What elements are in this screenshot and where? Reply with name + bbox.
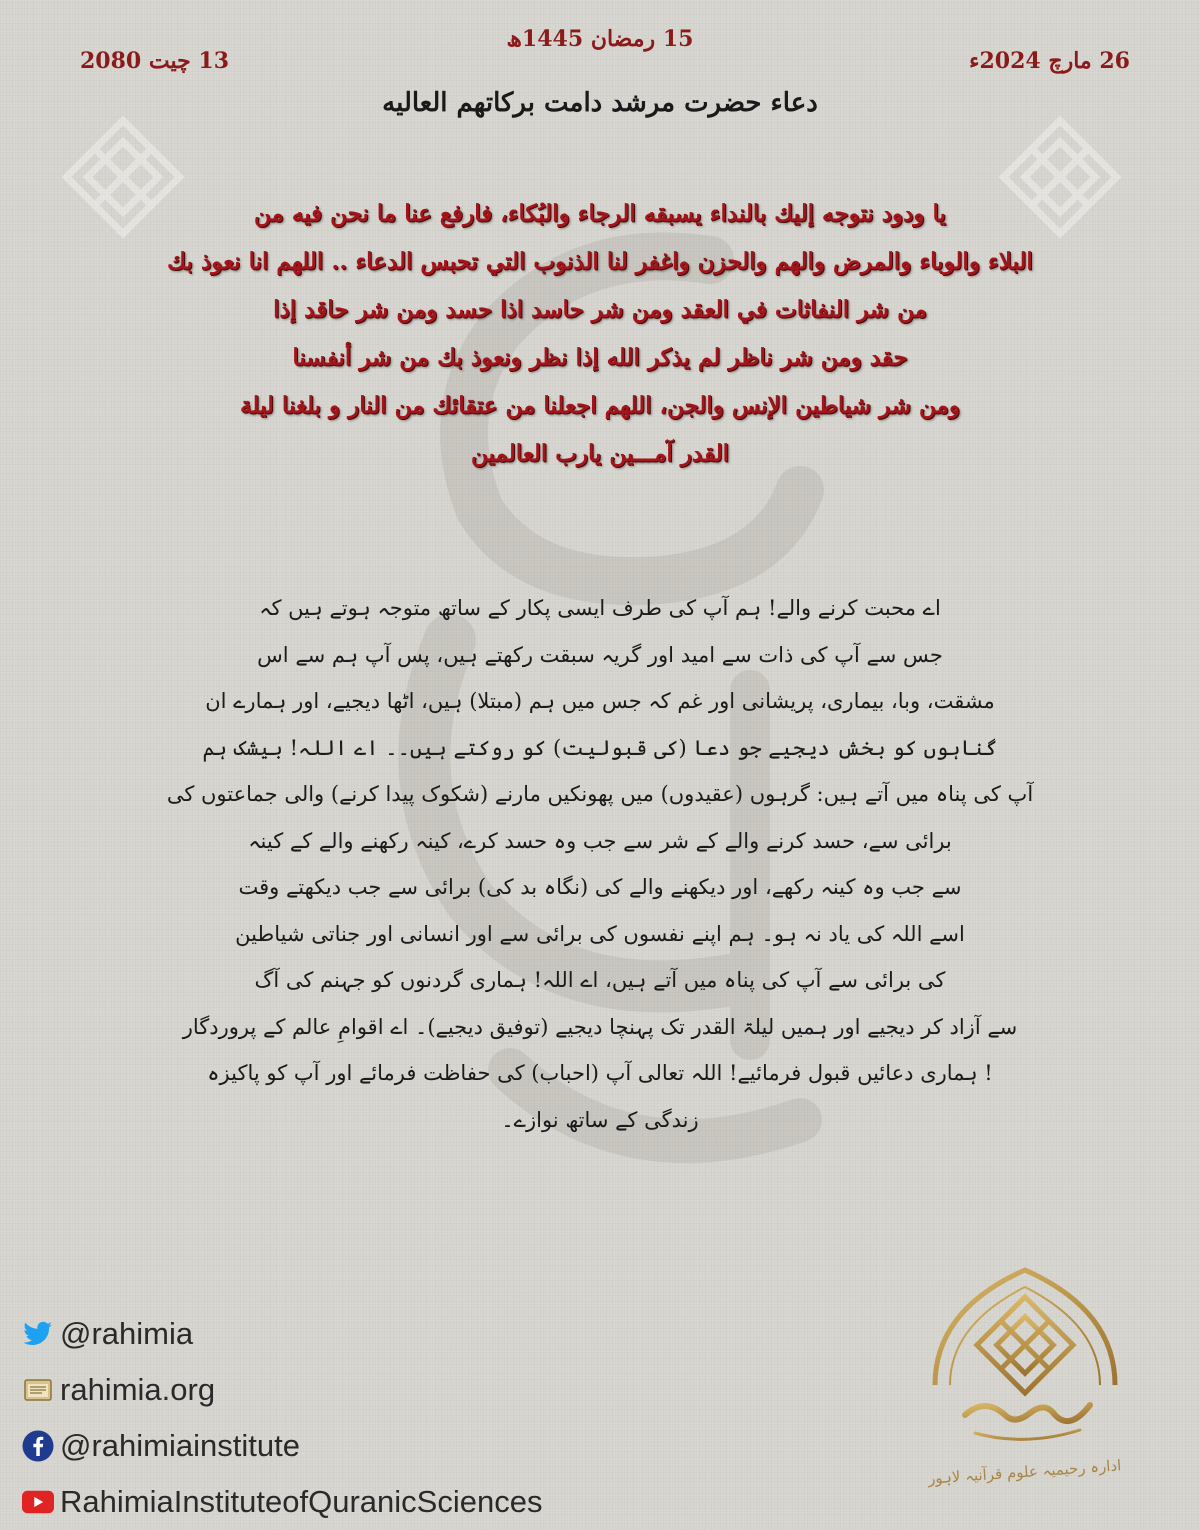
- youtube-channel: RahimiaInstituteofQuranicSciences: [60, 1484, 543, 1519]
- twitter-link[interactable]: [22, 1306, 542, 1362]
- urdu-line: اے محبت کرنے والے! ہم آپ کی طرف ایسی پکار کے ساتھ متوجہ ہوتے ہیں کہ: [259, 596, 941, 620]
- arabic-line: البلاء والوباء والمرض والهم والحزن واغفر لنا الذنوب التي تحبس الدعاء .. اللهم انا نعوذ بك: [167, 248, 1033, 275]
- gregorian-date: 26 مارچ 2024ء: [969, 48, 1130, 74]
- facebook-link[interactable]: [22, 1418, 542, 1474]
- twitter-bird-icon: [22, 1318, 54, 1350]
- urdu-line: اسے اللہ کی یاد نہ ہو۔ ہم اپنے نفسوں کی برائی سے اور انسانی اور جناتی شیاطین: [235, 921, 965, 946]
- bikrami-date: 13 چیت 2080: [80, 48, 230, 74]
- hijri-date: 15 رمضان 1445ھ: [506, 26, 694, 52]
- arabic-line: القدر آمـــين يارب العالمين: [470, 440, 730, 467]
- arabic-line: ومن شر شياطين الإنس والجن، اللهم اجعلنا من عتقائك من النار و بلغنا ليلة: [240, 392, 960, 419]
- urdu-translation: [100, 585, 1100, 1143]
- rahimia-institute-logo: [905, 1265, 1145, 1495]
- facebook-icon: [22, 1430, 54, 1462]
- website-icon: [22, 1374, 54, 1406]
- arabic-dua: [60, 190, 1140, 478]
- urdu-line: زندگی کے ساتھ نوازے۔: [501, 1107, 699, 1132]
- facebook-handle: @rahimiainstitute: [60, 1428, 300, 1463]
- urdu-line: مشقت، وبا، بیماری، پریشانی اور غم کہ جس میں ہم (مبتلا) ہیں، اٹھا دیجیے، اور ہمارے ان: [205, 689, 995, 713]
- urdu-line: برائی سے، حسد کرنے والے کے شر سے جب وہ حسد کرے، کینہ رکھنے والے کے کینہ: [248, 828, 952, 853]
- arabic-line: يا ودود نتوجه إليك بالنداء يسبقه الرجاء والبُكاء، فارفع عنا ما نحن فيه من: [254, 200, 946, 227]
- website-url: rahimia.org: [60, 1372, 216, 1407]
- urdu-line: آپ کی پناہ میں آتے ہیں: گرہوں (عقیدوں) میں پھونکیں مارنے (شکوک پیدا کرنے) والی جماعتوں کی: [166, 782, 1034, 806]
- urdu-line: سے جب وہ کینہ رکھے، اور دیکھنے والے کی (نگاہ بد کی) برائی سے جب دیکھتے وقت: [238, 875, 962, 899]
- urdu-line: کی برائی سے آپ کی پناہ میں آتے ہیں، اے اللہ! ہماری گردنوں کو جہنم کی آگ: [254, 968, 946, 992]
- arabic-line: حقد ومن شر ناظر لم يذكر الله إذا نظر ونعوذ بك من شر أنفسنا: [292, 344, 908, 371]
- urdu-line: گناہوں کو بخش دیجیے جو دعا (کی قبولیت) کو روکتے ہیں۔۔ اے اللہ! بیشک ہم: [202, 735, 998, 760]
- arabic-line: من شر النفاثات في العقد ومن شر حاسد اذا حسد ومن شر حاقد إذا: [273, 296, 927, 323]
- page-title: دعاء حضرت مرشد دامت برکاتهم العاليه: [382, 88, 818, 118]
- youtube-icon: [22, 1486, 54, 1518]
- urdu-line: ! ہماری دعائیں قبول فرمائیے! اللہ تعالی آپ (احباب) کی حفاظت فرمائے اور آپ کو پاکیزہ: [207, 1061, 993, 1085]
- urdu-line: جس سے آپ کی ذات سے امید اور گریہ سبقت رکھتے ہیں، پس آپ ہم سے اس: [257, 642, 943, 667]
- social-links: [22, 1306, 542, 1530]
- urdu-line: سے آزاد کر دیجیے اور ہمیں لیلۃ القدر تک پہنچا دیجیے (توفیق دیجیے)۔ اے اقوامِ عالم کے پروردگار: [182, 1014, 1018, 1039]
- twitter-handle: @rahimia: [60, 1316, 194, 1351]
- logo-subtitle: ادارہ رحیمیہ علوم قرآنیہ لاہور: [927, 1456, 1122, 1488]
- youtube-link[interactable]: [22, 1474, 542, 1530]
- website-link[interactable]: [22, 1362, 542, 1418]
